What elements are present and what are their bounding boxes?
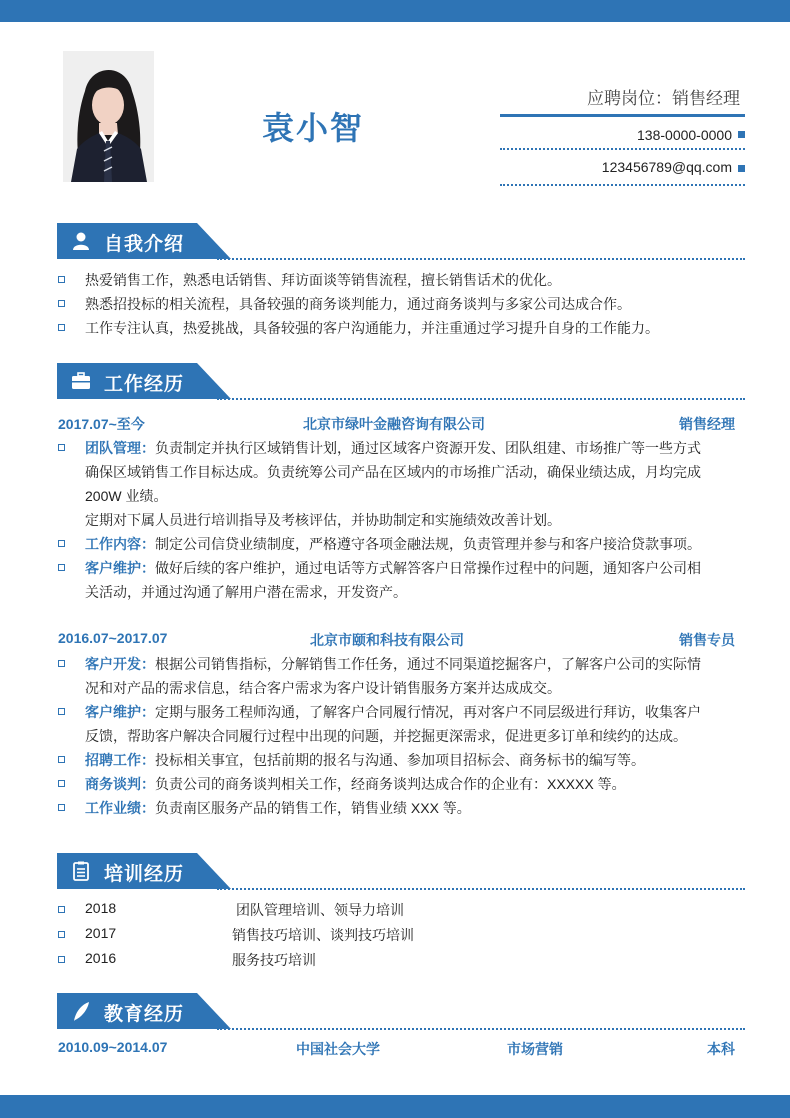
section-header-work bbox=[57, 363, 745, 399]
job-item-text: 做好后续的客户维护，通过电话等方式解答客户日常操作过程中的问题，通知客户公司相 bbox=[155, 560, 701, 576]
intro-item: 工作专注认真，热爱挑战，具备较强的客户沟通能力，并注重通过学习提升自身的工作能力。 bbox=[85, 320, 659, 336]
bullet-icon bbox=[58, 660, 65, 667]
section-divider bbox=[217, 888, 745, 890]
job-item-line bbox=[85, 558, 701, 578]
training-year: 2016 bbox=[85, 950, 117, 966]
job-item-label: 客户开发： bbox=[85, 656, 155, 672]
job-item-text: 负责公司的商务谈判相关工作，经商务谈判达成合作的企业有：XXXXX 等。 bbox=[155, 776, 626, 792]
job-item-line bbox=[85, 654, 701, 674]
intro-item: 热爱销售工作，熟悉电话销售、拜访面谈等销售流程，擅长销售话术的优化。 bbox=[85, 272, 561, 288]
section-title: 培训经历 bbox=[104, 864, 185, 885]
bullet-icon bbox=[58, 564, 65, 571]
education-school: 中国社会大学 bbox=[296, 1041, 380, 1057]
education-degree: 本科 bbox=[707, 1041, 735, 1057]
header-divider bbox=[500, 114, 745, 117]
job-item-text: 负责南区服务产品的销售工作，销售业绩 XXX 等。 bbox=[155, 800, 471, 816]
job-item-label: 工作内容： bbox=[85, 536, 155, 552]
bullet-icon bbox=[58, 756, 65, 763]
job-item-line bbox=[85, 798, 471, 818]
bullet-icon bbox=[58, 324, 65, 331]
job-item-line: 定期对下属人员进行培训指导及考核评估，并协助制定和实施绩效改善计划。 bbox=[85, 512, 561, 528]
job-item-line: 况和对产品的需求信息，结合客户需求为客户设计销售服务方案并达成成交。 bbox=[85, 680, 561, 696]
divider bbox=[500, 148, 745, 150]
job-item-line: 200W 业绩。 bbox=[85, 488, 168, 504]
job-item-line: 反馈，帮助客户解决合同履行过程中出现的问题，并挖掘更深需求，促进更多订单和续约的达成。 bbox=[85, 728, 687, 744]
candidate-name: 袁小智 bbox=[262, 110, 365, 146]
divider bbox=[500, 184, 745, 186]
section-divider bbox=[217, 258, 745, 260]
bullet-icon bbox=[58, 276, 65, 283]
job-company: 北京市颐和科技有限公司 bbox=[310, 632, 464, 648]
job-item-label: 客户维护： bbox=[85, 560, 155, 576]
job-item-line bbox=[85, 702, 701, 722]
job-item-label: 客户维护： bbox=[85, 704, 155, 720]
top-bar bbox=[0, 0, 790, 22]
profile-photo bbox=[63, 51, 154, 182]
job-item-line bbox=[85, 750, 645, 770]
section-title: 教育经历 bbox=[104, 1004, 185, 1025]
education-period: 2010.09~2014.07 bbox=[58, 1039, 168, 1055]
email-marker-icon bbox=[738, 165, 745, 172]
job-item-line bbox=[85, 774, 626, 794]
section-title: 自我介绍 bbox=[104, 234, 185, 255]
applied-position: 应聘岗位：销售经理 bbox=[587, 89, 740, 108]
training-year: 2018 bbox=[85, 900, 117, 916]
job-item-text: 根据公司销售指标，分解销售工作任务，通过不同渠道挖掘客户，了解客户公司的实际情 bbox=[155, 656, 701, 672]
section-divider bbox=[217, 1028, 745, 1030]
job-item-line: 确保区域销售工作目标达成。负责统筹公司产品在区域内的市场推广活动，确保业绩达成，月均完成 bbox=[85, 464, 701, 480]
phone-number: 138-0000-0000 bbox=[637, 127, 732, 143]
section-title: 工作经历 bbox=[104, 374, 185, 395]
job-item-text: 投标相关事宜，包括前期的报名与沟通、参加项目招标会、商务标书的编写等。 bbox=[155, 752, 645, 768]
section-divider bbox=[217, 398, 745, 400]
training-year: 2017 bbox=[85, 925, 117, 941]
section-header-training bbox=[57, 853, 745, 889]
job-item-text: 负责制定并执行区域销售计划，通过区域客户资源开发、团队组建、市场推广等一些方式 bbox=[155, 440, 701, 456]
job-item-line bbox=[85, 534, 701, 554]
job-period: 2017.07~至今 bbox=[58, 416, 145, 432]
education-major: 市场营销 bbox=[507, 1041, 563, 1057]
job-item-label: 团队管理： bbox=[85, 440, 155, 456]
job-role: 销售专员 bbox=[679, 632, 735, 648]
training-content: 销售技巧培训、谈判技巧培训 bbox=[232, 927, 414, 943]
bullet-icon bbox=[58, 300, 65, 307]
job-company: 北京市绿叶金融咨询有限公司 bbox=[303, 416, 485, 432]
job-item-line bbox=[85, 438, 701, 458]
bullet-icon bbox=[58, 780, 65, 787]
intro-item: 熟悉招投标的相关流程，具备较强的商务谈判能力，通过商务谈判与多家公司达成合作。 bbox=[85, 296, 631, 312]
bullet-icon bbox=[58, 804, 65, 811]
bullet-icon bbox=[58, 906, 65, 913]
email-address: 123456789@qq.com bbox=[601, 159, 732, 175]
section-header-education bbox=[57, 993, 745, 1029]
training-content: 团队管理培训、领导力培训 bbox=[236, 902, 404, 918]
bullet-icon bbox=[58, 540, 65, 547]
job-item-text: 定期与服务工程师沟通，了解客户合同履行情况，再对客户不同层级进行拜访，收集客户 bbox=[155, 704, 701, 720]
briefcase-icon bbox=[71, 371, 91, 391]
person-icon bbox=[71, 231, 91, 251]
job-period: 2016.07~2017.07 bbox=[58, 630, 168, 646]
bullet-icon bbox=[58, 931, 65, 938]
bottom-bar bbox=[0, 1095, 790, 1118]
bullet-icon bbox=[58, 444, 65, 451]
job-item-line: 关活动，并通过沟通了解用户潜在需求，开发资产。 bbox=[85, 584, 407, 600]
section-header-intro bbox=[57, 223, 745, 259]
job-role: 销售经理 bbox=[679, 416, 735, 432]
job-item-text: 制定公司信贷业绩制度，严格遵守各项金融法规，负责管理并参与和客户接洽贷款事项。 bbox=[155, 536, 701, 552]
job-item-label: 商务谈判： bbox=[85, 776, 155, 792]
bullet-icon bbox=[58, 708, 65, 715]
job-item-label: 工作业绩： bbox=[85, 800, 155, 816]
feather-icon bbox=[71, 1001, 91, 1021]
bullet-icon bbox=[58, 956, 65, 963]
job-item-label: 招聘工作： bbox=[85, 752, 155, 768]
phone-marker-icon bbox=[738, 131, 745, 138]
training-content: 服务技巧培训 bbox=[232, 952, 316, 968]
clipboard-icon bbox=[71, 861, 91, 881]
